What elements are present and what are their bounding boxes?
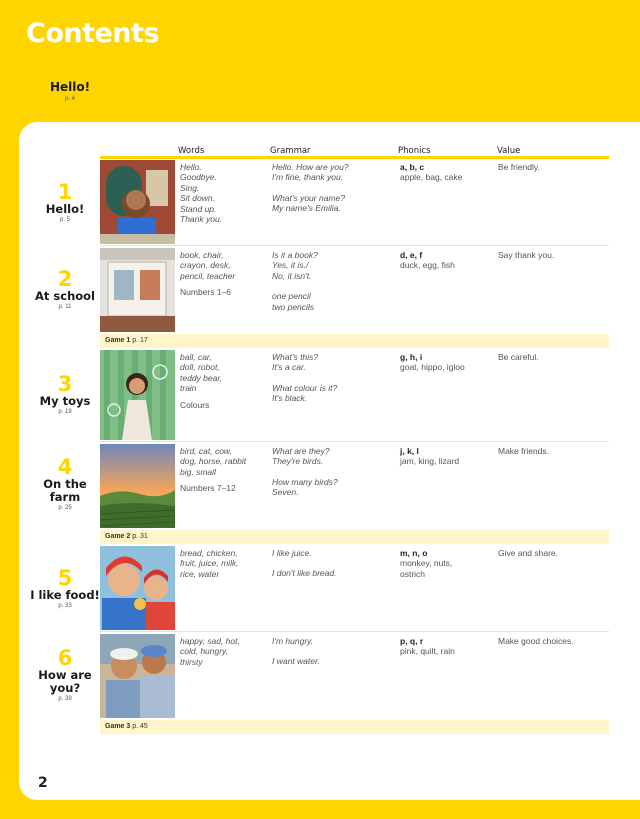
game-page: p. 17: [132, 337, 148, 344]
unit-3-grammar: [272, 352, 396, 404]
grammar-line: I don't like bread.: [272, 568, 337, 579]
unit-title: On the farm: [43, 477, 87, 504]
contents-title: Contents: [26, 18, 160, 49]
unit-3-photo: [100, 350, 175, 440]
unit-1-photo: [100, 160, 175, 244]
word: Thank you.: [180, 214, 223, 225]
grammar-line: It's a car.: [272, 362, 306, 373]
word: Hello.: [180, 162, 202, 172]
unit-page: p. 19: [58, 409, 72, 415]
word: crayon, desk,: [180, 260, 231, 271]
game-1-band: [100, 334, 609, 348]
unit-2-label: [25, 268, 105, 310]
phonics-letters: j, k, l: [400, 446, 419, 456]
word: fruit, juice, milk,: [180, 558, 239, 569]
intro-page: p. 4: [64, 96, 75, 102]
unit-1-label: [25, 181, 105, 223]
word: thirsty: [180, 656, 203, 667]
phonics-letters: p, q, r: [400, 636, 424, 646]
unit-6-value: Make good choices.: [498, 636, 574, 646]
unit-1-value: Be friendly.: [498, 162, 540, 172]
unit-title: Hello!: [45, 202, 85, 216]
word: bread, chicken,: [180, 548, 238, 558]
unit-5-value: Give and share.: [498, 548, 559, 558]
unit-page: p. 5: [59, 217, 70, 223]
phonics-words: goat, hippo, igloo: [400, 362, 465, 373]
unit-number: 6: [57, 646, 73, 670]
unit-5-label: [25, 567, 105, 609]
unit-4-phonics: [400, 446, 498, 467]
unit-page: p. 11: [58, 304, 72, 310]
page-number: 2: [38, 775, 48, 791]
game-page: p. 31: [132, 533, 148, 540]
grammar-line: My name's Emilia.: [272, 203, 341, 214]
word: bird, cat, cow,: [180, 446, 232, 456]
unit-number: 2: [57, 267, 73, 291]
unit-2-row: [100, 246, 609, 334]
grammar-line: I like juice.: [272, 548, 312, 558]
word: Sing.: [180, 182, 200, 193]
intro-hello: [0, 80, 140, 102]
unit-title: How are you?: [38, 668, 92, 695]
unit-page: p. 25: [58, 505, 72, 511]
unit-2-value: Say thank you.: [498, 250, 555, 260]
word: Sit down.: [180, 193, 215, 204]
unit-title: At school: [35, 289, 95, 303]
word: book, chair,: [180, 250, 224, 260]
unit-2-phonics: [400, 250, 498, 271]
word: train: [180, 383, 197, 394]
phonics-letters: g, h, i: [400, 352, 423, 362]
grammar-line: What's your name?: [272, 192, 345, 203]
unit-6-label: [25, 647, 105, 702]
unit-2-words: [180, 250, 270, 298]
unit-1-row: [100, 158, 609, 246]
grammar-line: What's this?: [272, 352, 319, 362]
unit-5-phonics: [400, 548, 498, 579]
header-phonics: Phonics: [398, 146, 431, 156]
word: Stand up.: [180, 203, 217, 214]
word: happy, sad, hot,: [180, 636, 240, 646]
game-3-band: [100, 720, 609, 734]
grammar-line: I'm fine, thank you.: [272, 172, 344, 183]
game-page: p. 45: [132, 723, 148, 730]
grammar-line: I'm hungry.: [272, 636, 314, 646]
phonics-letters: d, e, f: [400, 250, 423, 260]
header-value: Value: [497, 146, 521, 156]
game-label: Game 2: [105, 533, 131, 540]
phonics-words: pink, quilt, rain: [400, 646, 455, 657]
unit-6-words: [180, 636, 270, 667]
unit-6-phonics: [400, 636, 498, 657]
intro-title: Hello!: [49, 80, 91, 94]
phonics-letters: a, b, c: [400, 162, 425, 172]
grammar-line: What are they?: [272, 446, 330, 456]
unit-5-words: [180, 548, 270, 579]
word-extra: Colours: [180, 399, 210, 410]
phonics-words: duck, egg, fish: [400, 260, 455, 271]
game-2-band: [100, 530, 609, 544]
header-words: Words: [178, 146, 205, 156]
unit-page: p. 39: [58, 696, 72, 702]
unit-3-row: [100, 348, 609, 442]
unit-6-grammar: [272, 636, 396, 667]
grammar-line: Seven.: [272, 487, 299, 498]
unit-3-phonics: [400, 352, 498, 373]
word: rice, water: [180, 568, 220, 579]
grammar-line: I want water.: [272, 656, 320, 667]
grammar-line: Yes, it is./: [272, 260, 309, 271]
unit-number: 5: [57, 566, 73, 590]
grammar-line: No, it isn't.: [272, 270, 312, 281]
unit-5-grammar: [272, 548, 396, 579]
unit-5-row: [100, 544, 609, 632]
phonics-words: monkey, nuts, ostrich: [400, 558, 453, 579]
unit-3-label: [25, 373, 105, 415]
unit-4-photo: [100, 444, 175, 528]
unit-1-grammar: [272, 162, 396, 214]
unit-1-words: [180, 162, 270, 224]
unit-4-row: [100, 442, 609, 530]
unit-page: p. 33: [58, 603, 72, 609]
grammar-line: one pencil: [272, 291, 311, 302]
unit-5-photo: [100, 546, 175, 630]
game-label: Game 3: [105, 723, 131, 730]
phonics-letters: m, n, o: [400, 548, 428, 558]
word-extra: Numbers 1–6: [180, 287, 232, 298]
word: dog, horse, rabbit: [180, 456, 247, 467]
word: teddy bear,: [180, 372, 223, 383]
grammar-line: What colour is it?: [272, 382, 338, 393]
unit-number: 1: [57, 180, 73, 204]
word: Goodbye.: [180, 172, 217, 183]
word: ball, car,: [180, 352, 212, 362]
grammar-line: Is it a book?: [272, 250, 318, 260]
word: pencil, teacher: [180, 270, 236, 281]
unit-number: 3: [57, 372, 73, 396]
unit-6-row: [100, 632, 609, 720]
unit-number: 4: [57, 455, 73, 479]
unit-2-photo: [100, 248, 175, 332]
header-grammar: Grammar: [270, 146, 311, 156]
unit-3-words: [180, 352, 270, 410]
word-extra: Numbers 7–12: [180, 483, 236, 494]
unit-title: I like food!: [30, 588, 100, 602]
word: cold, hungry,: [180, 646, 229, 657]
grammar-line: Hello. How are you?: [272, 162, 349, 172]
unit-4-words: [180, 446, 270, 494]
grammar-line: They're birds.: [272, 456, 324, 467]
unit-4-value: Make friends.: [498, 446, 550, 456]
unit-4-grammar: [272, 446, 396, 498]
phonics-words: apple, bag, cake: [400, 172, 463, 183]
unit-6-photo: [100, 634, 175, 718]
unit-title: My toys: [39, 394, 91, 408]
word: doll, robot,: [180, 362, 220, 373]
grammar-line: two pencils: [272, 301, 315, 312]
word: big, small: [180, 466, 216, 477]
grammar-line: How many birds?: [272, 476, 338, 487]
unit-1-phonics: [400, 162, 498, 183]
unit-4-label: [25, 456, 105, 511]
grammar-line: It's black.: [272, 393, 308, 404]
unit-3-value: Be careful.: [498, 352, 539, 362]
unit-2-grammar: [272, 250, 396, 312]
game-label: Game 1: [105, 337, 131, 344]
phonics-words: jam, king, lizard: [400, 456, 460, 467]
